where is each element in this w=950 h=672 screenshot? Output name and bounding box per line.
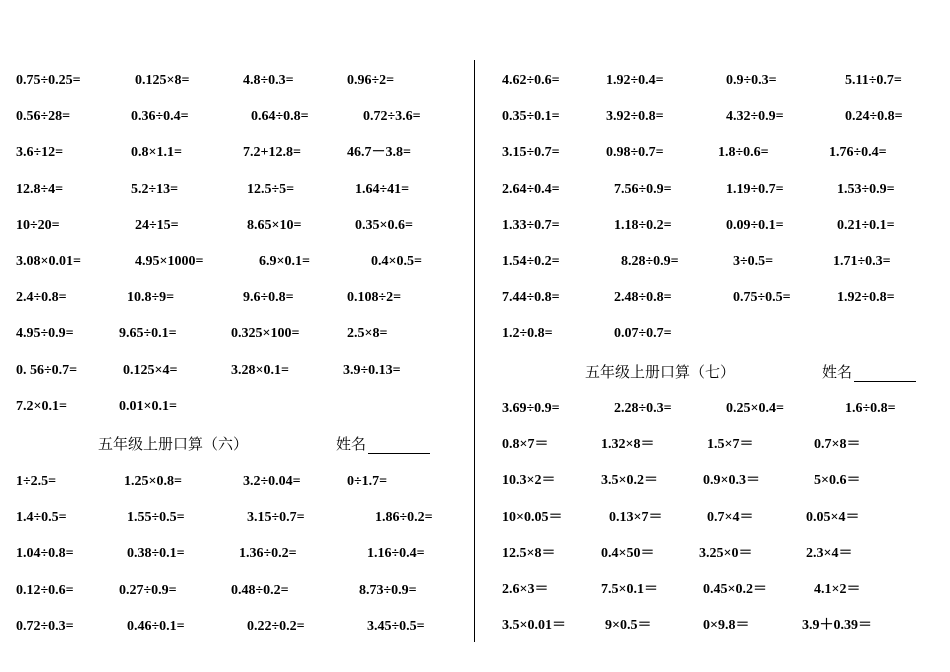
arithmetic-problem: 1.92÷0.4= <box>606 73 664 88</box>
arithmetic-problem: 5.2÷13= <box>131 182 179 197</box>
name-field <box>822 364 916 382</box>
arithmetic-problem: 3.9＋0.39＝ <box>802 618 872 633</box>
arithmetic-problem: 3.15÷0.7= <box>502 145 560 160</box>
arithmetic-problem: 12.8÷4= <box>16 182 64 197</box>
arithmetic-problem: 8.65×10= <box>247 218 302 233</box>
arithmetic-problem: 3.69÷0.9= <box>502 401 560 416</box>
arithmetic-problem: 0.9÷0.3= <box>726 73 777 88</box>
arithmetic-problem: 1.55÷0.5= <box>127 510 185 525</box>
arithmetic-problem: 0. 56÷0.7= <box>16 363 78 378</box>
arithmetic-problem: 3.45÷0.5= <box>367 619 425 634</box>
arithmetic-problem: 0.12÷0.6= <box>16 583 74 598</box>
column-divider <box>474 60 475 642</box>
arithmetic-problem: 0.325×100= <box>231 326 300 341</box>
arithmetic-problem: 0.09÷0.1= <box>726 218 784 233</box>
arithmetic-problem: 0.13×7＝ <box>609 510 663 525</box>
arithmetic-problem: 0.8×1.1= <box>131 145 182 160</box>
arithmetic-problem: 0.8×7＝ <box>502 437 549 452</box>
arithmetic-problem: 1.76÷0.4= <box>829 145 887 160</box>
arithmetic-problem: 4.32÷0.9= <box>726 109 784 124</box>
arithmetic-problem: 1.36÷0.2= <box>239 546 297 561</box>
arithmetic-problem: 1.19÷0.7= <box>726 182 784 197</box>
arithmetic-problem: 7.56÷0.9= <box>614 182 672 197</box>
arithmetic-problem: 0.7×8＝ <box>814 437 861 452</box>
arithmetic-problem: 7.5×0.1＝ <box>601 582 658 597</box>
arithmetic-problem: 10.8÷9= <box>127 290 175 305</box>
arithmetic-problem: 8.73÷0.9= <box>359 583 417 598</box>
arithmetic-problem: 0.4×0.5= <box>371 254 422 269</box>
arithmetic-problem: 2.6×3＝ <box>502 582 549 597</box>
arithmetic-problem: 3.2÷0.04= <box>243 474 301 489</box>
arithmetic-problem: 4.95÷0.9= <box>16 326 74 341</box>
arithmetic-problem: 0.24÷0.8= <box>845 109 903 124</box>
arithmetic-problem: 1.92÷0.8= <box>837 290 895 305</box>
arithmetic-problem: 0.56÷28= <box>16 109 71 124</box>
arithmetic-problem: 24÷15= <box>135 218 179 233</box>
arithmetic-problem: 1.32×8＝ <box>601 437 655 452</box>
arithmetic-problem: 10×0.05＝ <box>502 510 563 525</box>
arithmetic-problem: 9.6÷0.8= <box>243 290 294 305</box>
arithmetic-problem: 5×0.6＝ <box>814 473 861 488</box>
name-blank-line[interactable] <box>368 439 430 454</box>
arithmetic-problem: 5.11÷0.7= <box>845 73 902 88</box>
arithmetic-problem: 0.9×0.3＝ <box>703 473 760 488</box>
arithmetic-problem: 12.5÷5= <box>247 182 295 197</box>
arithmetic-problem: 4.62÷0.6= <box>502 73 560 88</box>
arithmetic-problem: 4.95×1000= <box>135 254 204 269</box>
arithmetic-problem: 1.6÷0.8= <box>845 401 896 416</box>
arithmetic-problem: 1.33÷0.7= <box>502 218 560 233</box>
arithmetic-problem: 2.64÷0.4= <box>502 182 560 197</box>
arithmetic-problem: 0.75÷0.5= <box>733 290 791 305</box>
arithmetic-problem: 0.45×0.2＝ <box>703 582 767 597</box>
arithmetic-problem: 0.36÷0.4= <box>131 109 189 124</box>
arithmetic-problem: 0.25×0.4= <box>726 401 784 416</box>
section-title: 五年级上册口算（六） <box>98 437 249 453</box>
arithmetic-problem: 3.5×0.01＝ <box>502 618 566 633</box>
name-label: 姓名 <box>822 365 853 381</box>
arithmetic-problem: 3÷0.5= <box>733 254 774 269</box>
name-field <box>336 436 430 454</box>
arithmetic-problem: 3.08×0.01= <box>16 254 81 269</box>
arithmetic-problem: 2.4÷0.8= <box>16 290 67 305</box>
arithmetic-problem: 0.75÷0.25= <box>16 73 81 88</box>
section-title: 五年级上册口算（七） <box>585 365 736 381</box>
arithmetic-problem: 1.16÷0.4= <box>367 546 425 561</box>
arithmetic-problem: 4.8÷0.3= <box>243 73 294 88</box>
arithmetic-problem: 1.8÷0.6= <box>718 145 769 160</box>
arithmetic-problem: 0.98÷0.7= <box>606 145 664 160</box>
arithmetic-problem: 3.15÷0.7= <box>247 510 305 525</box>
arithmetic-problem: 0.21÷0.1= <box>837 218 895 233</box>
arithmetic-problem: 7.44÷0.8= <box>502 290 560 305</box>
arithmetic-problem: 10÷20= <box>16 218 60 233</box>
arithmetic-problem: 0.125×4= <box>123 363 178 378</box>
arithmetic-problem: 0÷1.7= <box>347 474 388 489</box>
arithmetic-problem: 0.01×0.1= <box>119 399 177 414</box>
arithmetic-problem: 9.65÷0.1= <box>119 326 177 341</box>
arithmetic-problem: 1.04÷0.8= <box>16 546 74 561</box>
arithmetic-problem: 0×9.8＝ <box>703 618 750 633</box>
arithmetic-problem: 10.3×2＝ <box>502 473 556 488</box>
arithmetic-problem: 8.28÷0.9= <box>621 254 679 269</box>
arithmetic-problem: 0.27÷0.9= <box>119 583 177 598</box>
arithmetic-problem: 4.1×2＝ <box>814 582 861 597</box>
arithmetic-problem: 0.48÷0.2= <box>231 583 289 598</box>
arithmetic-problem: 1÷2.5= <box>16 474 57 489</box>
arithmetic-problem: 2.3×4＝ <box>806 546 853 561</box>
arithmetic-problem: 7.2×0.1= <box>16 399 67 414</box>
arithmetic-problem: 46.7－3.8= <box>347 145 411 160</box>
arithmetic-problem: 2.48÷0.8= <box>614 290 672 305</box>
arithmetic-problem: 0.35÷0.1= <box>502 109 560 124</box>
arithmetic-problem: 3.9÷0.13= <box>343 363 401 378</box>
arithmetic-problem: 0.35×0.6= <box>355 218 413 233</box>
arithmetic-problem: 1.53÷0.9= <box>837 182 895 197</box>
arithmetic-problem: 9×0.5＝ <box>605 618 652 633</box>
arithmetic-problem: 0.38÷0.1= <box>127 546 185 561</box>
arithmetic-problem: 7.2+12.8= <box>243 145 301 160</box>
arithmetic-problem: 0.64÷0.8= <box>251 109 309 124</box>
arithmetic-problem: 0.05×4＝ <box>806 510 860 525</box>
arithmetic-problem: 3.5×0.2＝ <box>601 473 658 488</box>
name-label: 姓名 <box>336 437 367 453</box>
arithmetic-problem: 1.71÷0.3= <box>833 254 891 269</box>
arithmetic-problem: 1.18÷0.2= <box>614 218 672 233</box>
arithmetic-problem: 0.7×4＝ <box>707 510 754 525</box>
name-blank-line[interactable] <box>854 367 916 382</box>
arithmetic-problem: 1.5×7＝ <box>707 437 754 452</box>
arithmetic-problem: 1.54÷0.2= <box>502 254 560 269</box>
arithmetic-problem: 0.22÷0.2= <box>247 619 305 634</box>
arithmetic-problem: 3.92÷0.8= <box>606 109 664 124</box>
arithmetic-problem: 3.6÷12= <box>16 145 64 160</box>
arithmetic-problem: 2.5×8= <box>347 326 388 341</box>
arithmetic-problem: 0.125×8= <box>135 73 190 88</box>
arithmetic-problem: 0.46÷0.1= <box>127 619 185 634</box>
arithmetic-problem: 3.25×0＝ <box>699 546 753 561</box>
arithmetic-problem: 0.4×50＝ <box>601 546 655 561</box>
arithmetic-problem: 1.64÷41= <box>355 182 410 197</box>
arithmetic-problem: 3.28×0.1= <box>231 363 289 378</box>
arithmetic-problem: 0.108÷2= <box>347 290 402 305</box>
arithmetic-problem: 0.07÷0.7= <box>614 326 672 341</box>
arithmetic-problem: 0.96÷2= <box>347 73 395 88</box>
arithmetic-problem: 0.72÷0.3= <box>16 619 74 634</box>
arithmetic-problem: 12.5×8＝ <box>502 546 556 561</box>
arithmetic-problem: 1.86÷0.2= <box>375 510 433 525</box>
arithmetic-problem: 1.4÷0.5= <box>16 510 67 525</box>
arithmetic-problem: 1.2÷0.8= <box>502 326 553 341</box>
arithmetic-problem: 0.72÷3.6= <box>363 109 421 124</box>
arithmetic-problem: 6.9×0.1= <box>259 254 310 269</box>
arithmetic-problem: 2.28÷0.3= <box>614 401 672 416</box>
arithmetic-problem: 1.25×0.8= <box>124 474 182 489</box>
